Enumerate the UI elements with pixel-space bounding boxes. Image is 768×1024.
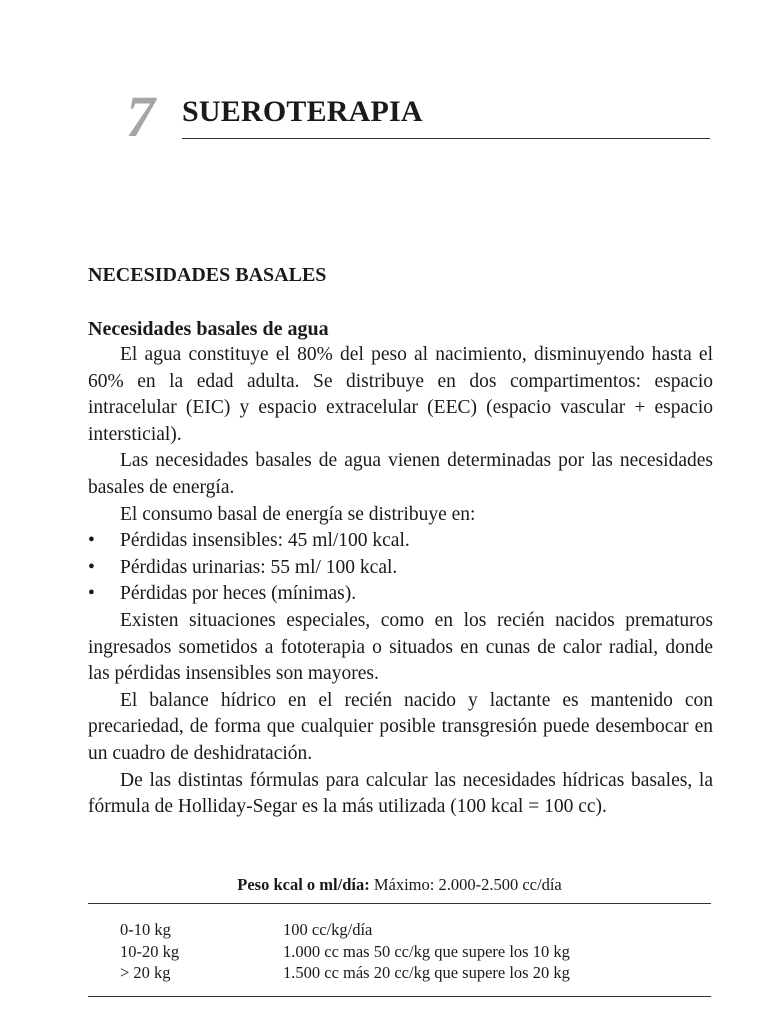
table-rule-top (88, 903, 711, 904)
list-item-text: Pérdidas insensibles: 45 ml/100 kcal. (120, 530, 410, 552)
table-cell-value: 1.000 cc mas 50 cc/kg que supere los 10 kg (283, 941, 570, 961)
formula-table (120, 919, 710, 984)
table-cell-weight: > 20 kg (120, 963, 171, 982)
list-item-text: Pérdidas por heces (mínimas). (120, 583, 357, 605)
list-item (88, 528, 713, 555)
table-row (120, 919, 710, 941)
paragraph: El balance hídrico en el recién nacido y lactante es mantenido con precariedad, de forma que cualquier posible transgresión puede desembocar en un cuadro de deshidratación. (88, 689, 713, 764)
paragraph: El consumo basal de energía se distribuye en: (120, 503, 476, 525)
table-row (120, 962, 710, 984)
subsection-heading: Necesidades basales de agua (88, 318, 329, 340)
paragraph: Las necesidades basales de agua vienen determinadas por las necesidades basales de energía. (88, 450, 713, 498)
paragraph: De las distintas fórmulas para calcular las necesidades hídricas basales, la fórmula de Holliday-Segar es la más utilizada (100 kcal = 100 cc). (88, 769, 713, 818)
chapter-title: SUEROTERAPIA (182, 95, 423, 128)
table-cell-value: 100 cc/kg/día (283, 920, 373, 939)
paragraph: El agua constituye el 80% del peso al nacimiento, disminuyendo hasta el 60% en la edad adulta. Se distribuye en dos compartimentos: espacio intracelular (EIC) y espacio extracelular (EEC) (espacio vascular + espacio intersticial). (88, 344, 713, 445)
chapter-rule (182, 138, 710, 139)
table-caption (88, 875, 711, 895)
list-item (88, 581, 713, 608)
table-cell-weight: 0-10 kg (120, 920, 171, 939)
table-caption-rest: Máximo: 2.000-2.500 cc/día (369, 875, 562, 894)
bullet-marker: • (88, 556, 95, 578)
table-caption-bold: Peso kcal o ml/día: (237, 875, 370, 894)
chapter-number: 7 (126, 84, 155, 149)
list-item (88, 555, 713, 582)
table-row (120, 941, 710, 963)
table-cell-value: 1.500 cc más 20 cc/kg que supere los 20 kg (283, 963, 570, 982)
body-text (88, 262, 713, 821)
section-heading: NECESIDADES BASALES (88, 264, 327, 286)
bullet-marker: • (88, 530, 95, 552)
bullet-marker: • (88, 583, 95, 605)
table-rule-bottom (88, 996, 711, 997)
table-cell-weight: 10-20 kg (120, 941, 180, 961)
paragraph: Existen situaciones especiales, como en los recién nacidos prematuros ingresados sometidos a fototerapia o situados en cunas de calor radial, donde las pérdidas insensibles son mayores. (88, 609, 713, 685)
bullet-list (88, 528, 713, 608)
list-item-text: Pérdidas urinarias: 55 ml/ 100 kcal. (120, 556, 398, 578)
